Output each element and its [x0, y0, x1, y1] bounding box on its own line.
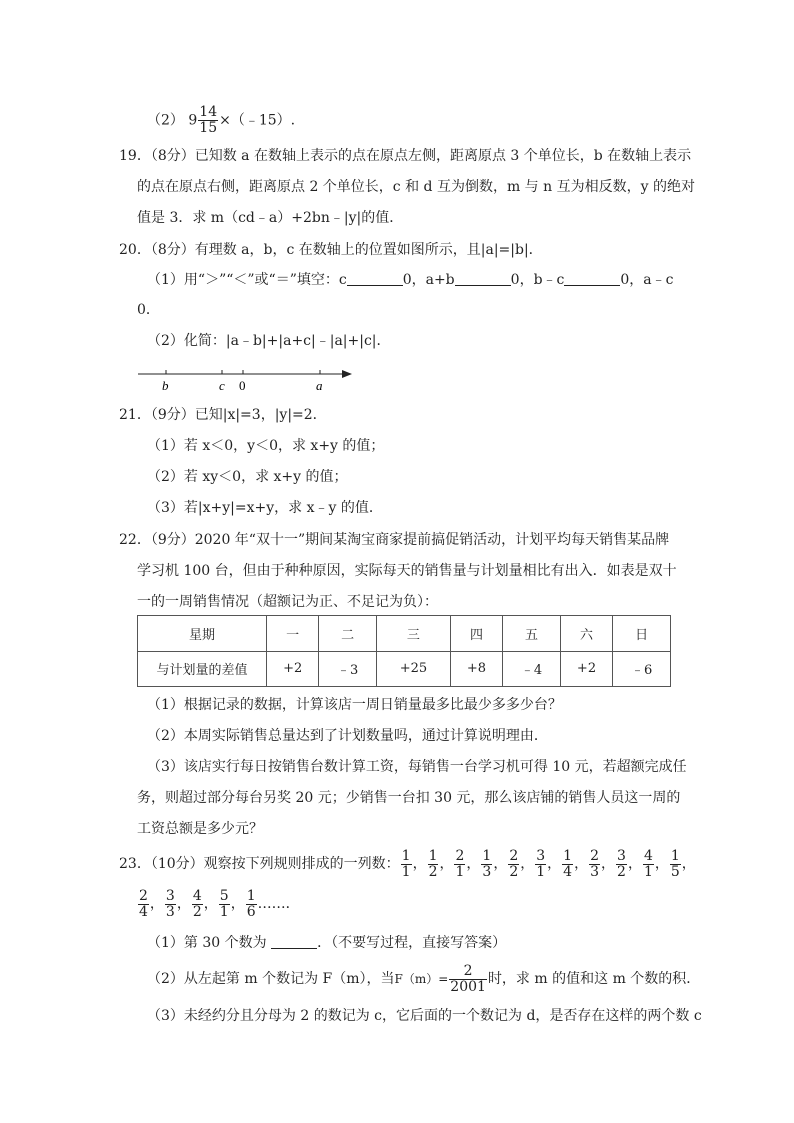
- sequence-numerator: 1: [482, 847, 492, 864]
- table-cell-day: 六: [560, 616, 612, 652]
- q23-part2-den: 2001: [450, 978, 486, 995]
- q22-line1: 22．（9分）2020 年“双十一”期间某淘宝商家提前搞促销活动，计划平均每天销售某品牌: [119, 532, 670, 548]
- q23-part1-tail: ．（不要写过程，直接写答案）: [317, 935, 507, 951]
- number-line-arrow: [342, 370, 352, 378]
- q18-part2-label: （2）: [147, 112, 184, 129]
- sequence-denominator: 3: [165, 903, 175, 920]
- sequence-fraction: [219, 889, 230, 920]
- table-cell-day: 二: [319, 616, 377, 652]
- sequence-fraction: [192, 889, 203, 920]
- sequence-denominator: 1: [401, 863, 411, 880]
- sequence-numerator: 1: [428, 847, 438, 864]
- q22-part1: （1）根据记录的数据，计算该店一周日销量最多比最少多多少台？: [147, 697, 562, 713]
- q19-line2: 的点在原点右侧，距离原点 2 个单位长，c 和 d 互为倒数，m 与 n 互为相反数，y 的绝对: [137, 179, 695, 195]
- q23-part3: （3）未经约分且分母为 2 的数记为 c，它后面的一个数记为 d，是否存在这样的两个数 c: [147, 1008, 702, 1024]
- table-cell-day: 四: [450, 616, 502, 652]
- sequence-denominator: 2: [617, 863, 626, 880]
- sequence-denominator: 1: [219, 903, 229, 920]
- q23-part2-tail: 时，求 m 的值和这 m 个数的积．: [487, 971, 701, 987]
- q23-prefix: 23．（10分）观察按下列规则排成的一列数：: [119, 856, 400, 872]
- number-line-figure: [130, 360, 360, 396]
- sequence-fraction: [246, 889, 257, 920]
- q18-tail: ×（﹣15）.: [219, 112, 296, 129]
- q23-part1: [147, 933, 506, 953]
- sequence-denominator: 4: [139, 903, 148, 920]
- label-0: 0: [239, 378, 246, 393]
- sequence-denominator: 5: [670, 863, 680, 880]
- q21-part3: （3）若|x+y|=x+y，求 x﹣y 的值．: [147, 500, 383, 516]
- sequence-fraction: [643, 849, 654, 880]
- sequence-numerator: 1: [563, 847, 573, 864]
- sequence-denominator: 1: [536, 863, 546, 880]
- q21-line1: 21．（9分）已知|x|=3，|y|=2．: [119, 407, 327, 423]
- q20-part1: [147, 270, 673, 290]
- sequence-fraction: [165, 889, 176, 920]
- q19-line3: 值是 3．求 m（cd﹣a）+2bn﹣|y|的值．: [137, 210, 404, 226]
- sequence-numerator: 5: [219, 887, 229, 904]
- q22-part3-line1: （3）该店实行每日按销售台数计算工资，每销售一台学习机可得 10 元，若超额完成任: [147, 759, 687, 775]
- table-cell-diff: ﹣6: [613, 651, 671, 687]
- sales-table: [137, 615, 671, 687]
- q19-line1: 19．（8分）已知数 a 在数轴上表示的点在原点左侧，距离原点 3 个单位长，b 在数轴上表示: [119, 148, 692, 164]
- sequence-denominator: 4: [563, 863, 573, 880]
- sequence-numerator: 3: [617, 847, 626, 864]
- table-row-days: [138, 616, 671, 652]
- q23-sequence-row2: $\frac{2}{4}$ ， $\frac{3}{3}$ ， $\frac{4}{2}$ ， $\frac{5}{1}$ ， $\frac{1}{6}$: [139, 887, 256, 920]
- sequence-denominator: 1: [455, 863, 465, 880]
- sequence-fraction: [535, 849, 546, 880]
- q20-part1-seg3: 0，a﹣c: [620, 272, 674, 288]
- table-cell-diff: +2: [267, 651, 319, 687]
- table-cell-day: 三: [377, 616, 451, 652]
- sequence-denominator: 2: [192, 903, 202, 920]
- sequence-numerator: 2: [139, 887, 148, 904]
- q23-sequence-row1: $\frac{1}{1}$ ， $\frac{1}{2}$ ， $\frac{2}{1}$ ， $\frac{1}{3}$ ， $\frac{2}{2}$ ， $\frac{3}{1}$ ， $\frac{1}{4}$ ， $\frac{2}{3}$ ， $\frac{3}{2}$ ， $\frac{4}{1}$ ， $\frac{1}{5}$ ，: [401, 847, 696, 880]
- sequence-numerator: 1: [670, 847, 680, 864]
- q20-blank-3[interactable]: [564, 271, 620, 286]
- q22-part3-line2: 务，则超过部分每台另奖 20 元；少销售一台扣 30 元，那么该店铺的销售人员这一周的: [137, 790, 681, 806]
- table-cell-day: 一: [267, 616, 319, 652]
- sequence-fraction: [454, 849, 465, 880]
- sequence-denominator: 6: [246, 903, 256, 920]
- sequence-fraction: [401, 849, 412, 880]
- q20-blank-1[interactable]: [347, 271, 403, 286]
- q20-part1-prefix: （1）用“＞”“＜”或“＝”填空：c: [147, 272, 347, 288]
- table-cell-diff: ﹣4: [503, 651, 561, 687]
- q20-blank-2[interactable]: [455, 271, 511, 286]
- table-cell-diff: +25: [377, 651, 451, 687]
- q23-part2-num: 2: [449, 964, 487, 980]
- sequence-fraction: [138, 889, 149, 920]
- q18-frac-den: 15: [199, 120, 218, 136]
- q23-part2-fm: F（m）=: [394, 972, 449, 986]
- q20-line1: 20．（8分）有理数 a，b，c 在数轴上的位置如图所示，且|a|=|b|．: [119, 242, 543, 258]
- sequence-denominator: 3: [482, 863, 492, 880]
- sequence-denominator: 1: [643, 863, 653, 880]
- label-c: c: [219, 378, 225, 393]
- sequence-fraction: [481, 849, 492, 880]
- sequence-numerator: 3: [165, 887, 175, 904]
- table-head-weekday: 星期: [138, 616, 267, 652]
- q20-part1-seg2: 0，b﹣c: [510, 272, 565, 288]
- label-a: a: [316, 378, 323, 393]
- q18-part2: [147, 105, 295, 136]
- sequence-fraction: [670, 849, 681, 880]
- sequence-fraction: [428, 849, 439, 880]
- q23-part2-prefix: （2）从左起第 m 个数记为 F（m），当: [147, 971, 395, 987]
- table-head-diff: 与计划量的差值: [138, 651, 267, 687]
- sequence-numerator: 2: [455, 847, 465, 864]
- q23-part1-text: （1）第 30 个数为: [147, 935, 267, 951]
- q23-ellipsis: ……: [257, 896, 286, 912]
- sequence-numerator: 4: [192, 887, 202, 904]
- q22-line3: 一的一周销售情况（超额记为正、不足记为负）：: [137, 594, 438, 610]
- sequence-denominator: 2: [509, 863, 519, 880]
- q21-part1: （1）若 x＜0，y＜0，求 x+y 的值；: [147, 438, 385, 454]
- table-cell-diff: +2: [560, 651, 612, 687]
- table-cell-diff: ﹣3: [319, 651, 377, 687]
- q23-line1: [119, 846, 696, 882]
- q23-blank[interactable]: [271, 934, 317, 949]
- q18-frac-num: 14: [199, 104, 218, 120]
- sequence-denominator: 3: [590, 863, 600, 880]
- sequence-fraction: [562, 849, 573, 880]
- table-cell-day: 五: [503, 616, 561, 652]
- sequence-numerator: 1: [246, 887, 256, 904]
- q23-line2: $\frac{2}{4}$ ， $\frac{3}{3}$ ， $\frac{4}{2}$ ， $\frac{5}{1}$ ， $\frac{1}{6}$ ……．: [139, 887, 300, 920]
- q20-part1-seg1: 0，a+b: [402, 272, 455, 288]
- q18-fraction: [198, 105, 218, 136]
- sequence-numerator: 3: [536, 847, 546, 864]
- table-cell-day: 日: [613, 616, 671, 652]
- label-b: b: [162, 378, 169, 393]
- sequence-numerator: 1: [401, 847, 411, 864]
- q21-part2: （2）若 xy＜0，求 x+y 的值；: [147, 469, 348, 485]
- table-row-diffs: [138, 651, 671, 687]
- q18-whole: 9: [188, 112, 198, 129]
- sequence-denominator: 2: [428, 863, 438, 880]
- q22-line2: 学习机 100 台，但由于种种原因，实际每天的销售量与计划量相比有出入．如表是双十: [137, 563, 677, 579]
- sequence-fraction: [616, 849, 627, 880]
- q20-part2: （2）化简：|a﹣b|+|a+c|﹣|a|+|c|．: [147, 333, 391, 349]
- table-cell-diff: +8: [450, 651, 502, 687]
- sequence-fraction: [589, 849, 600, 880]
- sequence-fraction: [508, 849, 519, 880]
- sequence-numerator: 2: [590, 847, 600, 864]
- sequence-numerator: 4: [643, 847, 653, 864]
- sequence-numerator: 2: [509, 847, 519, 864]
- q22-part2: （2）本周实际销售总量达到了计划数量吗，通过计算说明理由．: [147, 728, 548, 744]
- q23-part2: [147, 962, 700, 996]
- q22-part3-line3: 工资总额是多少元？: [137, 821, 263, 837]
- q23-part2-fraction: [449, 964, 487, 995]
- q20-part1-end: 0．: [137, 302, 160, 318]
